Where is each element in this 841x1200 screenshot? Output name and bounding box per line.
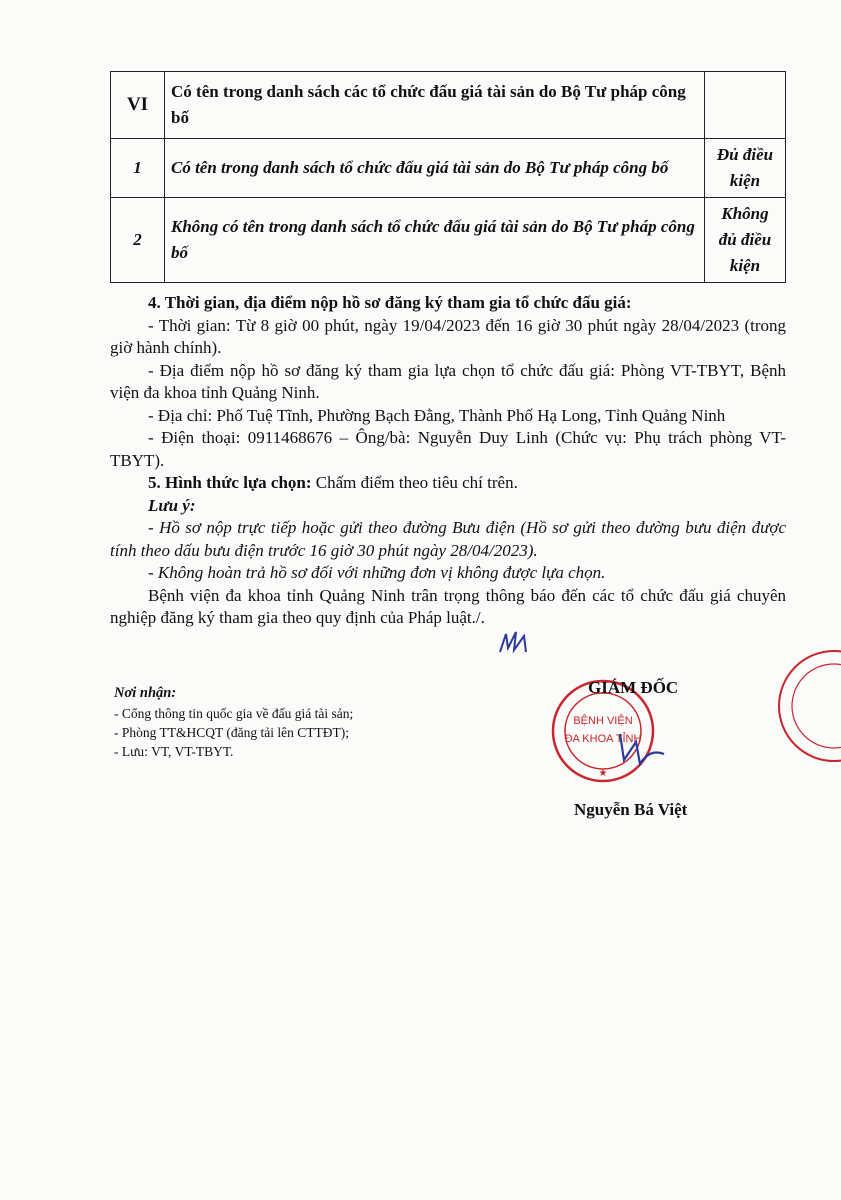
stamp-line-1: BỆNH VIỆN: [573, 715, 633, 727]
partial-seal-stamp: [776, 636, 841, 776]
contact-phone: - Điện thoại: 0911468676 – Ông/bà: Nguyễn Duy Linh (Chức vụ: Phụ trách phòng VT-TBYT).: [110, 428, 786, 470]
director-signature: [610, 724, 670, 774]
section-5: [110, 472, 786, 495]
section-4: [110, 292, 786, 630]
initials-signature: [496, 626, 532, 660]
row-content: Có tên trong danh sách các tổ chức đấu giá tài sản do Bộ Tư pháp công bố: [165, 72, 705, 139]
submission-time: - Thời gian: Từ 8 giờ 00 phút, ngày 19/04/2023 đến 16 giờ 30 phút ngày 28/04/2023 (trong giờ hành chính).: [110, 315, 786, 357]
section-4-heading: 4. Thời gian, địa điểm nộp hồ sơ đăng ký tham gia tổ chức đấu giá:: [148, 293, 632, 312]
table-row: [111, 198, 786, 283]
note-title: Lưu ý:: [148, 495, 196, 515]
signer-name: Nguyễn Bá Việt: [574, 800, 688, 819]
row-result: Không đủ điều kiện: [705, 198, 786, 283]
table-row-section-vi: [111, 72, 786, 139]
row-number: 2: [111, 198, 165, 283]
note-item-1: - Hồ sơ nộp trực tiếp hoặc gửi theo đường Bưu điện (Hồ sơ gửi theo đường bưu điện được tính theo dấu bưu điện trước 16 giờ 30 phút ngày 28/04/2023).: [110, 518, 786, 560]
recipients-title: Nơi nhận:: [114, 685, 177, 701]
table-row: [111, 139, 786, 198]
stamp-line-2: ĐA KHOA TỈNH: [564, 733, 642, 745]
recipients-block: [114, 684, 444, 761]
row-number: 1: [111, 139, 165, 198]
section-5-text: Chấm điểm theo tiêu chí trên.: [311, 473, 518, 492]
row-result: [705, 72, 786, 139]
closing-paragraph: Bệnh viện đa khoa tỉnh Quảng Ninh trân trọng thông báo đến các tổ chức đấu giá chuyên nghiệp đăng ký tham gia theo quy định của Pháp luật./.: [110, 585, 786, 627]
row-number: VI: [111, 72, 165, 139]
row-content: Có tên trong danh sách tổ chức đấu giá tài sản do Bộ Tư pháp công bố: [165, 139, 705, 198]
row-result: Đủ điều kiện: [705, 139, 786, 198]
submission-location: - Địa điểm nộp hồ sơ đăng ký tham gia lựa chọn tổ chức đấu giá: Phòng VT-TBYT, Bệnh viện đa khoa tỉnh Quảng Ninh.: [110, 360, 786, 402]
section-5-heading: 5. Hình thức lựa chọn:: [148, 473, 312, 492]
recipient-item: - Lưu: VT, VT-TBYT.: [114, 744, 234, 759]
submission-address: - Địa chỉ: Phố Tuệ Tĩnh, Phường Bạch Đằng, Thành Phố Hạ Long, Tỉnh Quảng Ninh: [148, 405, 726, 425]
criteria-table: [110, 71, 786, 283]
svg-text:★: ★: [598, 768, 608, 779]
recipient-item: - Phòng TT&HCQT (đăng tải lên CTTĐT);: [114, 725, 349, 740]
recipient-item: - Cổng thông tin quốc gia về đấu giá tài sản;: [114, 706, 354, 721]
note-item-2: - Không hoàn trả hồ sơ đối với những đơn vị không được lựa chọn.: [148, 563, 606, 582]
signature-title: GIÁM ĐỐC: [588, 678, 679, 697]
row-content: Không có tên trong danh sách tổ chức đấu giá tài sản do Bộ Tư pháp công bố: [165, 198, 705, 283]
